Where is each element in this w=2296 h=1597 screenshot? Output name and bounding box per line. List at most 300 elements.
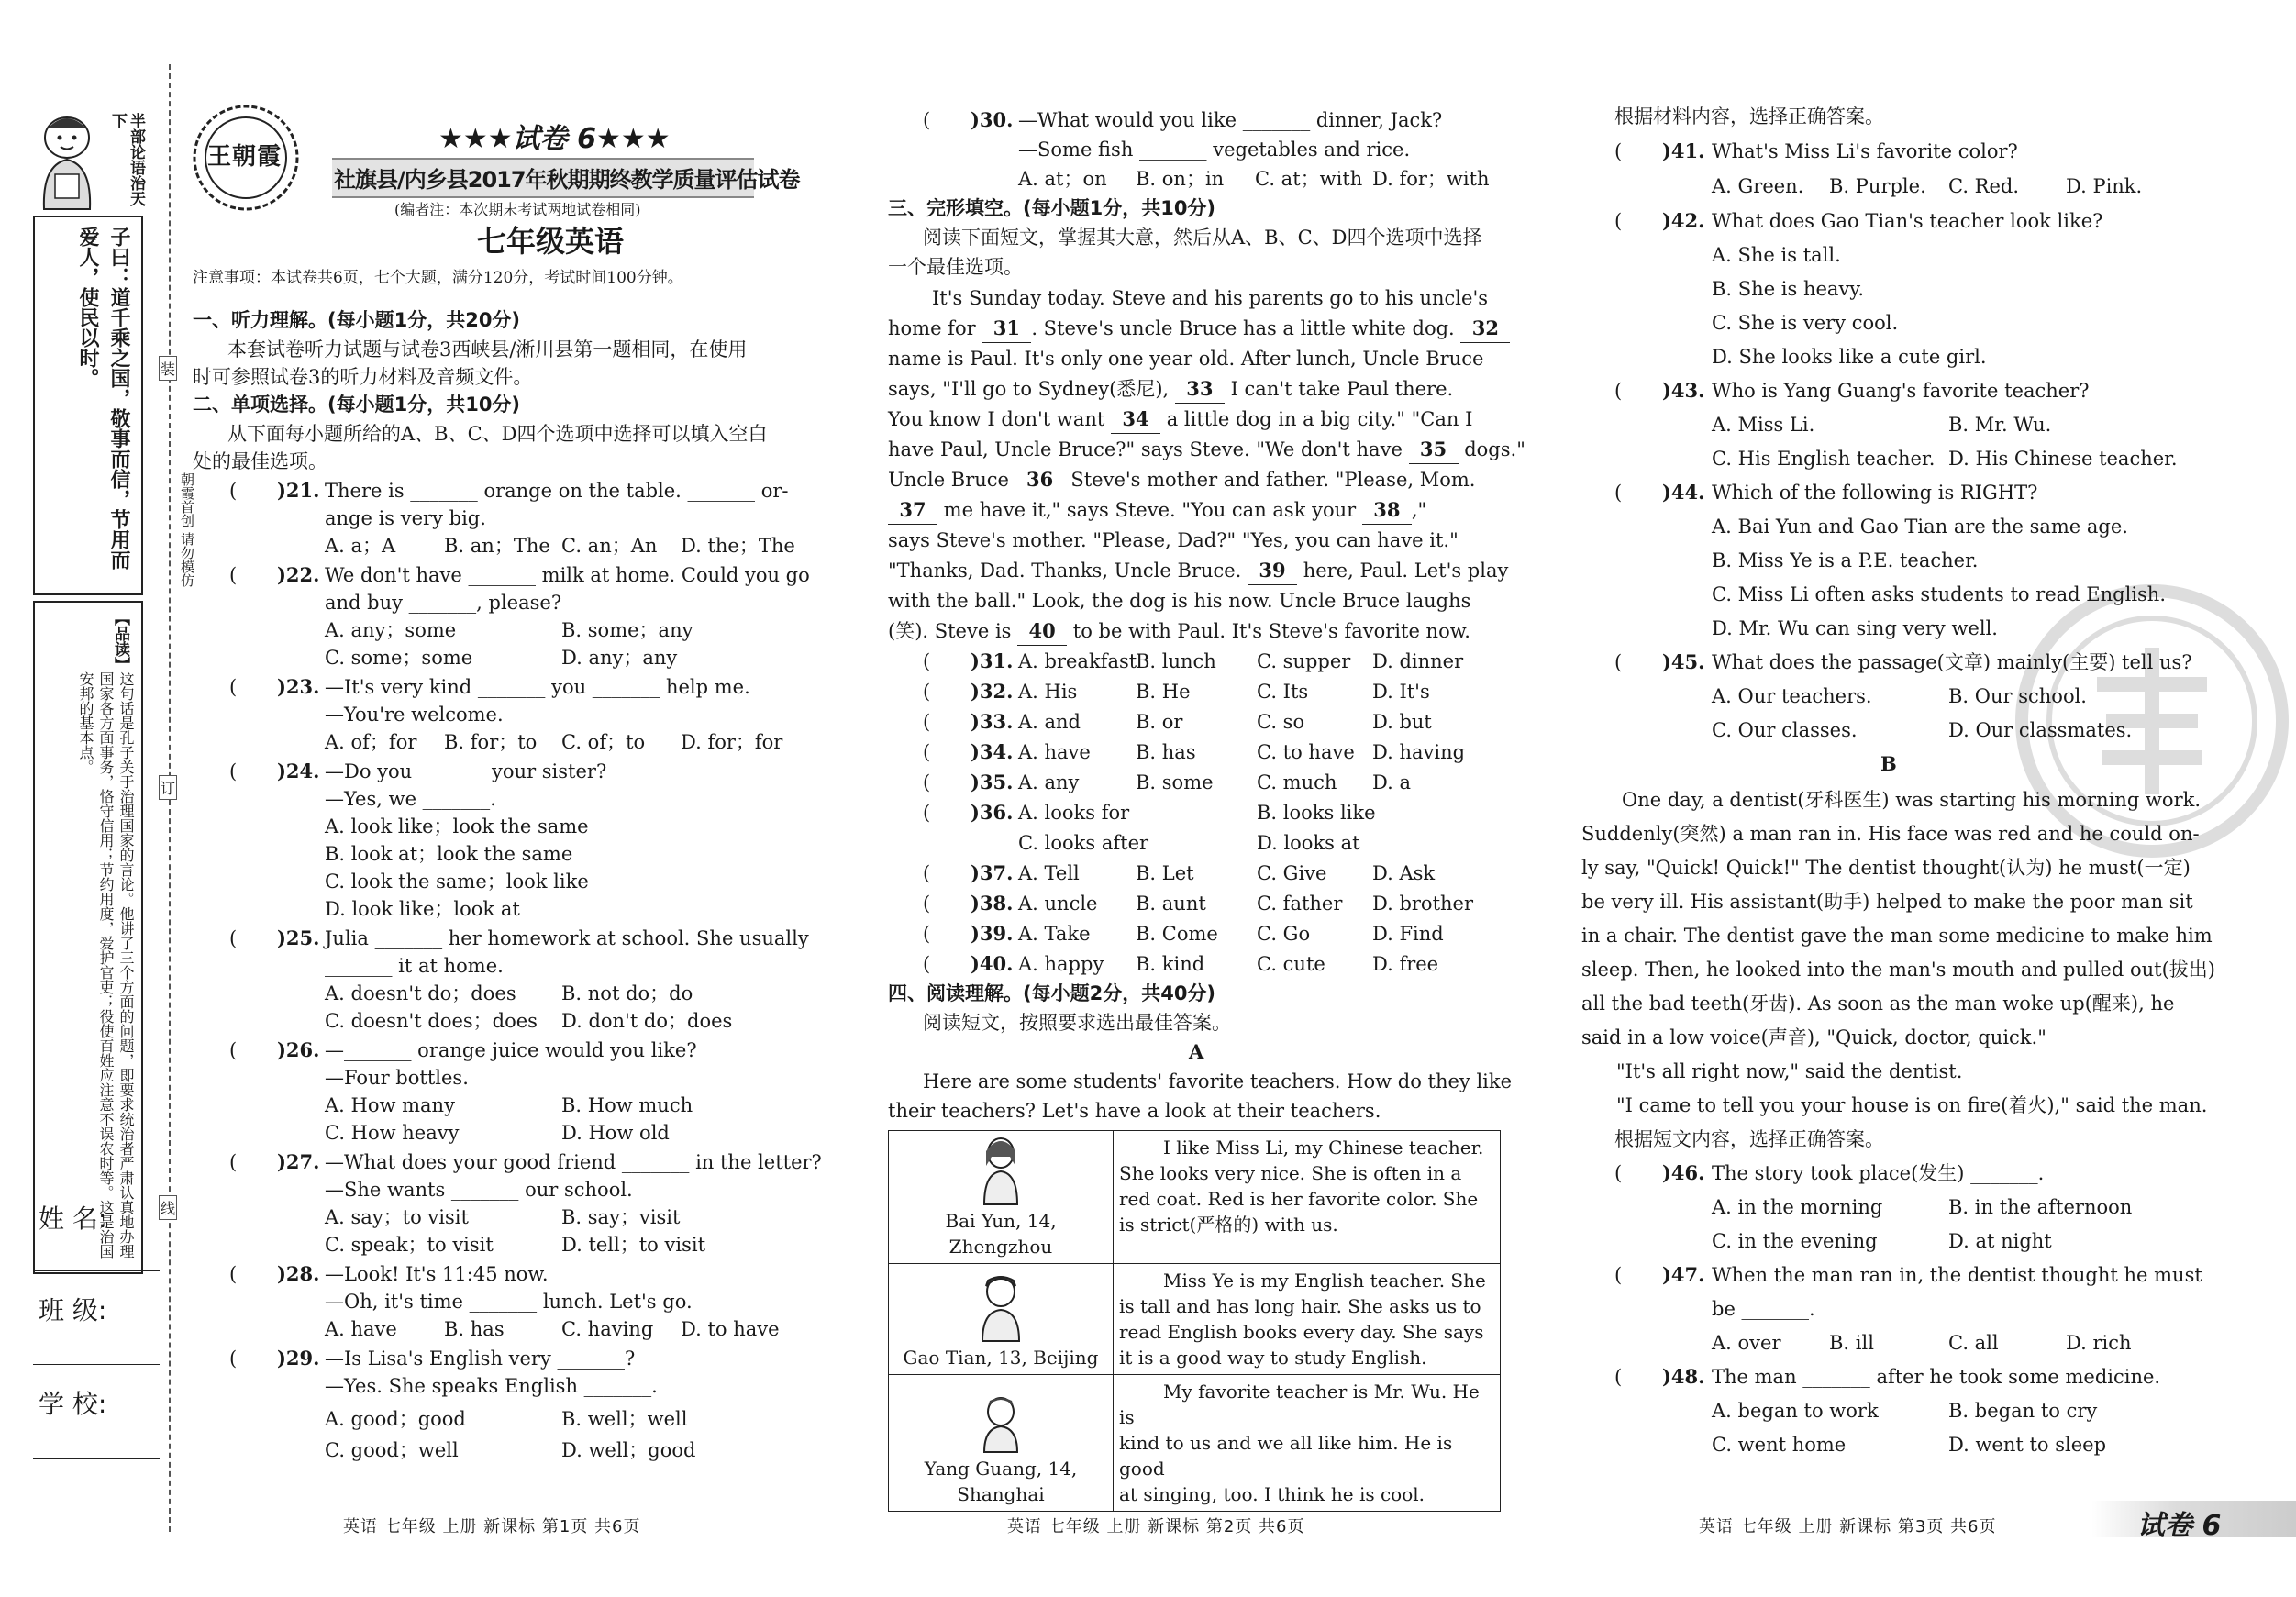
cloze-line: have Paul, Uncle Bruce?" says Steve. "We don't have 35 dogs." bbox=[888, 436, 1525, 464]
c34-option-b[interactable]: B. has bbox=[1136, 741, 1196, 763]
q47-option-d[interactable]: D. rich bbox=[2066, 1332, 2132, 1354]
pindu-text: 这句话是孔子关于治理国家的言论。他讲了三个方面的问题，即要求统治者严肃认真地办理国家各方面事务，恪守信用；节约用度，爱护官吏；役使百姓应注意不误农时等。这是治国安邦的基本点。 bbox=[77, 671, 135, 1259]
c37-option-b[interactable]: B. Let bbox=[1136, 862, 1194, 884]
q24-option-a[interactable]: A. look like；look the same bbox=[325, 815, 589, 837]
qnum-29: )29. bbox=[277, 1347, 320, 1370]
q44-option-d[interactable]: D. Mr. Wu can sing very well. bbox=[1712, 617, 1998, 639]
q47-line1: When the man ran in, the dentist thought he must bbox=[1712, 1264, 2202, 1286]
answer-paren: ( bbox=[923, 741, 931, 763]
sidebar bbox=[28, 105, 195, 1463]
qnum-32: )32. bbox=[971, 680, 1014, 703]
answer-paren: ( bbox=[1614, 380, 1623, 402]
q48-option-a[interactable]: A. began to work bbox=[1712, 1400, 1879, 1422]
answer-paren: ( bbox=[229, 676, 238, 698]
c31-option-d[interactable]: D. dinner bbox=[1372, 650, 1464, 672]
q24-option-b[interactable]: B. look at；look the same bbox=[325, 843, 573, 865]
q26-option-d[interactable]: D. How old bbox=[561, 1122, 670, 1144]
cloze-line: 37 me have it," says Steve. "You can ask your 38 ," bbox=[888, 496, 1426, 525]
answer-paren: ( bbox=[923, 923, 931, 945]
q46-option-d[interactable]: D. at night bbox=[1948, 1230, 2052, 1252]
student-name: Gao Tian, 13, Beijing bbox=[903, 1347, 1099, 1369]
student-cell bbox=[889, 1375, 1114, 1512]
table-row bbox=[889, 1264, 1501, 1375]
cloze-line: It's Sunday today. Steve and his parents go to his uncle's bbox=[932, 287, 1489, 309]
c40-option-a[interactable]: A. happy bbox=[1018, 953, 1104, 975]
c39-option-b[interactable]: B. Come bbox=[1136, 923, 1218, 945]
c35-option-c[interactable]: C. much bbox=[1257, 771, 1337, 793]
q22-option-b[interactable]: B. some；any bbox=[561, 619, 693, 641]
section1-line2: 时可参照试卷3的听力材料及音频文件。 bbox=[193, 366, 533, 388]
q48-option-c[interactable]: C. went home bbox=[1712, 1434, 1847, 1456]
q41-option-b[interactable]: B. Purple. bbox=[1829, 175, 1926, 197]
answer-paren: ( bbox=[1614, 210, 1623, 232]
c38-option-b[interactable]: B. aunt bbox=[1136, 893, 1206, 915]
answer-paren: ( bbox=[1614, 140, 1623, 162]
name-label: 姓 名: bbox=[39, 1203, 107, 1234]
q43-option-a[interactable]: A. Miss Li. bbox=[1712, 414, 1815, 436]
section2-title: 二、单项选择。(每小题1分，共10分) bbox=[193, 394, 521, 416]
q47-option-b[interactable]: B. ill bbox=[1829, 1332, 1874, 1354]
q41-text: What's Miss Li's favorite color? bbox=[1712, 140, 2018, 162]
cloze-blank-34[interactable]: 34 bbox=[1111, 405, 1160, 434]
student-cell bbox=[889, 1131, 1114, 1264]
scholar-cartoon-icon bbox=[31, 110, 103, 211]
desc-line: red coat. Red is her favorite color. She bbox=[1119, 1188, 1479, 1210]
qnum-38: )38. bbox=[971, 892, 1014, 915]
q42-text: What does Gao Tian's teacher look like? bbox=[1712, 210, 2103, 232]
cloze-blank-35[interactable]: 35 bbox=[1409, 436, 1459, 464]
passage-b-label: B bbox=[1880, 752, 1897, 775]
class-line[interactable] bbox=[33, 1364, 160, 1365]
q26-option-a[interactable]: A. How many bbox=[325, 1094, 455, 1116]
q23-line2: —You're welcome. bbox=[325, 704, 504, 726]
teacher-desc-cell bbox=[1114, 1375, 1501, 1512]
c37-option-d[interactable]: D. Ask bbox=[1372, 862, 1436, 884]
c35-option-b[interactable]: B. some bbox=[1136, 771, 1214, 793]
q43-text: Who is Yang Guang's favorite teacher? bbox=[1712, 380, 2090, 402]
quote-text: 子曰：道千乘之国，敬事而信，节用而爱人，使民以时。 bbox=[76, 227, 130, 570]
desc-line: kind to us and we all like him. He is good bbox=[1119, 1432, 1453, 1480]
qnum-45: )45. bbox=[1662, 650, 1705, 673]
teacher-desc-cell bbox=[1114, 1131, 1501, 1264]
subject-title: 七年级英语 bbox=[477, 224, 625, 259]
q23-option-d[interactable]: D. for；for bbox=[681, 731, 783, 753]
student-boy-icon bbox=[973, 1271, 1028, 1343]
school-line[interactable] bbox=[33, 1458, 160, 1459]
qnum-43: )43. bbox=[1662, 379, 1705, 402]
qnum-44: )44. bbox=[1662, 481, 1705, 504]
q29-option-d[interactable]: D. well；good bbox=[561, 1439, 696, 1461]
q28-line2: —Oh, it's time _______ lunch. Let's go. bbox=[325, 1291, 693, 1313]
q21-option-c[interactable]: C. an；An bbox=[561, 535, 658, 557]
answer-paren: ( bbox=[229, 760, 238, 782]
q25-option-b[interactable]: B. not do；do bbox=[561, 982, 693, 1004]
q30-option-b[interactable]: B. on；in bbox=[1136, 168, 1225, 190]
desc-line: read English books every day. She says bbox=[1119, 1321, 1484, 1343]
passage-b-line: sleep. Then, he looked into the man's mouth and pulled out(拔出) bbox=[1581, 959, 2215, 981]
c38-option-a[interactable]: A. uncle bbox=[1018, 893, 1098, 915]
pindu-label: 【品读】 bbox=[111, 610, 129, 672]
q42-option-a[interactable]: A. She is tall. bbox=[1712, 244, 1841, 266]
q42-option-b[interactable]: B. She is heavy. bbox=[1712, 278, 1865, 300]
qnum-41: )41. bbox=[1662, 139, 1705, 162]
cloze-line: Uncle Bruce 36 Steve's mother and father. "Please, Mom. bbox=[888, 466, 1475, 494]
qnum-37: )37. bbox=[971, 861, 1014, 884]
cloze-blank-37[interactable]: 37 bbox=[888, 496, 937, 525]
q28-option-b[interactable]: B. has bbox=[444, 1318, 505, 1340]
qnum-48: )48. bbox=[1662, 1365, 1705, 1388]
q43-option-b[interactable]: B. Mr. Wu. bbox=[1948, 414, 2052, 436]
table-row bbox=[889, 1375, 1501, 1512]
teacher-table bbox=[888, 1130, 1501, 1512]
answer-paren: ( bbox=[923, 802, 931, 824]
qnum-39: )39. bbox=[971, 922, 1014, 945]
q30-line2: —Some fish _______ vegetables and rice. bbox=[1018, 139, 1411, 161]
answer-paren: ( bbox=[229, 1347, 238, 1370]
q22-line1: We don't have _______ milk at home. Could you go bbox=[325, 564, 810, 586]
q27-option-c[interactable]: C. speak；to visit bbox=[325, 1234, 494, 1256]
q46-text: The story took place(发生) _______. bbox=[1712, 1162, 2045, 1184]
answer-paren: ( bbox=[1614, 1366, 1623, 1388]
c33-option-d[interactable]: D. but bbox=[1372, 711, 1432, 733]
q46-option-c[interactable]: C. in the evening bbox=[1712, 1230, 1878, 1252]
c31-option-c[interactable]: C. supper bbox=[1257, 650, 1351, 672]
q42-option-c[interactable]: C. She is very cool. bbox=[1712, 312, 1899, 334]
binding-mark-2: 订 bbox=[159, 775, 177, 800]
answer-paren: ( bbox=[923, 771, 931, 793]
q41-option-d[interactable]: D. Pink. bbox=[2066, 175, 2143, 197]
exam-notice: 注意事项：本试卷共6页，七个大题，满分120分，考试时间100分钟。 bbox=[193, 269, 683, 287]
cloze-blank-36[interactable]: 36 bbox=[1015, 466, 1065, 494]
passage-b-line: "I came to tell you your house is on fire(着火)," said the man. bbox=[1616, 1094, 2208, 1116]
q27-option-d[interactable]: D. tell；to visit bbox=[561, 1234, 706, 1256]
passage-b-line: One day, a dentist(牙科医生) was starting his morning work. bbox=[1622, 789, 2202, 811]
page2-footer: 英语 七年级 上册 新课标 第2页 共6页 bbox=[1007, 1517, 1305, 1536]
binding-mark-1: 装 bbox=[159, 356, 177, 381]
cloze-blank-40[interactable]: 40 bbox=[1017, 617, 1067, 646]
c32-option-b[interactable]: B. He bbox=[1136, 681, 1191, 703]
copyright-note: 朝霞首创 请勿模仿 bbox=[179, 472, 195, 587]
answer-paren: ( bbox=[1614, 482, 1623, 504]
q45-text: What does the passage(文章) mainly(主要) tell us? bbox=[1712, 651, 2192, 673]
binding-mark-3: 线 bbox=[159, 1195, 177, 1220]
qnum-25: )25. bbox=[277, 926, 320, 949]
cloze-blank-32[interactable]: 32 bbox=[1460, 315, 1510, 343]
passage-a-label: A bbox=[1189, 1040, 1204, 1063]
page3-intro2: 根据短文内容，选择正确答案。 bbox=[1614, 1128, 1884, 1150]
q23-line1: —It's very kind _______ you _______ help me. bbox=[325, 676, 750, 698]
q44-option-b[interactable]: B. Miss Ye is a P.E. teacher. bbox=[1712, 549, 1979, 571]
c33-option-a[interactable]: A. and bbox=[1018, 711, 1081, 733]
qnum-22: )22. bbox=[277, 563, 320, 586]
q25-option-a[interactable]: A. doesn't do；does bbox=[325, 982, 516, 1004]
c35-option-d[interactable]: D. a bbox=[1372, 771, 1411, 793]
q27-option-b[interactable]: B. say；visit bbox=[561, 1206, 681, 1228]
q25-line2: _______ it at home. bbox=[325, 955, 504, 977]
q48-option-b[interactable]: B. began to cry bbox=[1948, 1400, 2098, 1422]
q26-option-c[interactable]: C. How heavy bbox=[325, 1122, 460, 1144]
q27-option-a[interactable]: A. say；to visit bbox=[325, 1206, 469, 1228]
q21-line2: ange is very big. bbox=[325, 507, 486, 529]
q25-line1: Julia _______ her homework at school. She usually bbox=[325, 927, 809, 949]
q28-option-a[interactable]: A. have bbox=[325, 1318, 397, 1340]
c32-option-c[interactable]: C. Its bbox=[1257, 681, 1309, 703]
c31-option-b[interactable]: B. lunch bbox=[1136, 650, 1216, 672]
c37-option-c[interactable]: C. Give bbox=[1257, 862, 1327, 884]
q41-option-a[interactable]: A. Green. bbox=[1712, 175, 1804, 197]
quote-box bbox=[33, 216, 143, 595]
section4-line1: 阅读短文，按照要求选出最佳答案。 bbox=[923, 1012, 1231, 1034]
c37-option-a[interactable]: A. Tell bbox=[1018, 862, 1080, 884]
section2-line1: 从下面每小题所给的A、B、C、D四个选项中选择可以填入空白 bbox=[227, 423, 768, 445]
student-name: Bai Yun, 14, Zhengzhou bbox=[945, 1210, 1057, 1258]
qnum-27: )27. bbox=[277, 1150, 320, 1173]
cloze-line: "Thanks, Dad. Thanks, Uncle Bruce. 39 here, Paul. Let's play bbox=[888, 557, 1508, 585]
passage-a-intro-1: Here are some students' favorite teachers. How do they like bbox=[923, 1070, 1513, 1092]
q24-option-d[interactable]: D. look like；look at bbox=[325, 898, 520, 920]
c33-option-c[interactable]: C. so bbox=[1257, 711, 1305, 733]
qnum-35: )35. bbox=[971, 771, 1014, 793]
passage-b-line: all the bad teeth(牙齿). As soon as the man woke up(醒来), he bbox=[1581, 993, 2175, 1015]
q29-line1: —Is Lisa's English very _______? bbox=[325, 1347, 636, 1370]
qnum-21: )21. bbox=[277, 479, 320, 502]
passage-b-line: be very ill. His assistant(助手) helped to make the poor man sit bbox=[1581, 891, 2193, 913]
c33-option-b[interactable]: B. or bbox=[1136, 711, 1183, 733]
answer-paren: ( bbox=[923, 711, 931, 733]
q24-line1: —Do you _______ your sister? bbox=[325, 760, 607, 782]
c36-option-a[interactable]: A. looks for bbox=[1018, 802, 1130, 824]
cloze-line: says Steve's mother. "Please, Dad?" "Yes, you can have it." bbox=[888, 529, 1459, 551]
passage-b-line: in a chair. The dentist gave the man some medicine to make him bbox=[1581, 925, 2213, 947]
q28-option-c[interactable]: C. having bbox=[561, 1318, 654, 1340]
passage-a-intro-2: their teachers? Let's have a look at their teachers. bbox=[888, 1100, 1381, 1122]
section2-line2: 处的最佳选项。 bbox=[193, 450, 327, 472]
c39-option-c[interactable]: C. Go bbox=[1257, 923, 1311, 945]
q28-option-d[interactable]: D. to have bbox=[681, 1318, 780, 1340]
q43-option-c[interactable]: C. His English teacher. bbox=[1712, 448, 1936, 470]
c40-option-d[interactable]: D. free bbox=[1372, 953, 1439, 975]
exam-title: 社旗县/内乡县2017年秋期期终教学质量评估试卷 bbox=[334, 167, 800, 193]
cloze-line: You know I don't want 34 a little dog in a big city." "Can I bbox=[888, 405, 1472, 434]
qnum-30: )30. bbox=[971, 108, 1014, 131]
q45-option-b[interactable]: B. Our school. bbox=[1948, 685, 2087, 707]
q25-option-d[interactable]: D. don't do；does bbox=[561, 1010, 733, 1032]
answer-paren: ( bbox=[1614, 1162, 1623, 1184]
q30-line1: —What would you like _______ dinner, Jack? bbox=[1018, 109, 1443, 131]
name-line[interactable] bbox=[33, 1270, 160, 1271]
desc-line: She looks very nice. She is often in a bbox=[1119, 1162, 1462, 1184]
qnum-24: )24. bbox=[277, 760, 320, 782]
q44-option-a[interactable]: A. Bai Yun and Gao Tian are the same age. bbox=[1712, 516, 2128, 538]
answer-paren: ( bbox=[923, 862, 931, 884]
c32-option-d[interactable]: D. It's bbox=[1372, 681, 1430, 703]
q29-option-a[interactable]: A. good；good bbox=[325, 1408, 466, 1430]
q21-option-a[interactable]: A. a；A bbox=[325, 535, 396, 557]
answer-paren: ( bbox=[923, 650, 931, 672]
student-boy-icon bbox=[975, 1393, 1026, 1454]
passage-b-line: said in a low voice(声音), "Quick, doctor, quick." bbox=[1581, 1026, 2046, 1048]
desc-line: is tall and has long hair. She asks us to bbox=[1119, 1295, 1481, 1317]
desc-line: is strict(严格的) with us. bbox=[1119, 1214, 1338, 1236]
q45-option-d[interactable]: D. Our classmates. bbox=[1948, 719, 2133, 741]
editor-note: (编者注：本次期末考试两地试卷相同) bbox=[394, 201, 641, 218]
paper-number: ★★★试卷 6★★★ bbox=[438, 123, 671, 155]
passage-b-line: ly say, "Quick! Quick!" The dentist thought(认为) he must(一定) bbox=[1581, 857, 2191, 879]
c36-option-c[interactable]: C. looks after bbox=[1018, 832, 1149, 854]
q22-line2: and buy _______, please? bbox=[325, 592, 562, 614]
c34-option-c[interactable]: C. to have bbox=[1257, 741, 1355, 763]
cloze-line: says, "I'll go to Sydney(悉尼), 33 I can't take Paul there. bbox=[888, 375, 1453, 404]
answer-paren: ( bbox=[229, 480, 238, 502]
cloze-line: home for 31 . Steve's uncle Bruce has a little white dog. 32 bbox=[888, 315, 1510, 343]
q24-option-c[interactable]: C. look the same；look like bbox=[325, 871, 589, 893]
answer-paren: ( bbox=[229, 1039, 238, 1061]
c40-option-c[interactable]: C. cute bbox=[1257, 953, 1325, 975]
section1-title: 一、听力理解。(每小题1分，共20分) bbox=[193, 309, 521, 331]
q26-option-b[interactable]: B. How much bbox=[561, 1094, 693, 1116]
q26-line2: —Four bottles. bbox=[325, 1067, 469, 1089]
q30-option-c[interactable]: C. at；with bbox=[1255, 168, 1363, 190]
c34-option-d[interactable]: D. having bbox=[1372, 741, 1466, 763]
q42-option-d[interactable]: D. She looks like a cute girl. bbox=[1712, 346, 1987, 368]
c34-option-a[interactable]: A. have bbox=[1018, 741, 1091, 763]
table-row bbox=[889, 1131, 1501, 1264]
q27-line1: —What does your good friend _______ in the letter? bbox=[325, 1151, 822, 1173]
q30-option-d[interactable]: D. for；with bbox=[1372, 168, 1490, 190]
q27-line2: —She wants _______ our school. bbox=[325, 1179, 633, 1201]
student-name: Yang Guang, 14, Shanghai bbox=[924, 1458, 1078, 1505]
c31-option-a[interactable]: A. breakfast bbox=[1018, 650, 1137, 672]
qnum-47: )47. bbox=[1662, 1263, 1705, 1286]
page1-footer: 英语 七年级 上册 新课标 第1页 共6页 bbox=[343, 1517, 641, 1536]
passage-b-line: "It's all right now," said the dentist. bbox=[1616, 1060, 1963, 1082]
c36-option-d[interactable]: D. looks at bbox=[1257, 832, 1360, 854]
q44-option-c[interactable]: C. Miss Li often asks students to read English. bbox=[1712, 583, 2167, 605]
qnum-26: )26. bbox=[277, 1038, 320, 1061]
q22-option-c[interactable]: C. some；some bbox=[325, 647, 473, 669]
section3-title: 三、完形填空。(每小题1分，共10分) bbox=[888, 197, 1216, 219]
desc-line: Miss Ye is my English teacher. She bbox=[1163, 1270, 1486, 1292]
cloze-line: with the ball." Look, the dog is his now. Uncle Bruce laughs bbox=[888, 590, 1471, 612]
q41-option-c[interactable]: C. Red. bbox=[1948, 175, 2020, 197]
q24-line2: —Yes, we _______. bbox=[325, 788, 496, 810]
answer-paren: ( bbox=[923, 681, 931, 703]
q44-text: Which of the following is RIGHT? bbox=[1712, 482, 2038, 504]
page3-footer: 英语 七年级 上册 新课标 第3页 共6页 bbox=[1699, 1517, 1997, 1536]
pindu-box bbox=[33, 601, 143, 1274]
cloze-blank-31[interactable]: 31 bbox=[982, 315, 1031, 343]
c38-option-c[interactable]: C. father bbox=[1257, 893, 1343, 915]
q26-line1: —_______ orange juice would you like? bbox=[325, 1039, 697, 1061]
passage-b-line: Suddenly(突然) a man ran in. His face was red and he could on- bbox=[1581, 823, 2200, 845]
qnum-28: )28. bbox=[277, 1262, 320, 1285]
q22-option-d[interactable]: D. any；any bbox=[561, 647, 678, 669]
q43-option-d[interactable]: D. His Chinese teacher. bbox=[1948, 448, 2178, 470]
q47-option-a[interactable]: A. over bbox=[1712, 1332, 1781, 1354]
page3-intro: 根据材料内容，选择正确答案。 bbox=[1614, 105, 1884, 128]
q23-option-c[interactable]: C. of；to bbox=[561, 731, 646, 753]
answer-paren: ( bbox=[1614, 1264, 1623, 1286]
answer-paren: ( bbox=[923, 109, 931, 131]
answer-paren: ( bbox=[229, 927, 238, 949]
c38-option-d[interactable]: D. brother bbox=[1372, 893, 1473, 915]
brand-logo-text: 王朝霞 bbox=[207, 143, 283, 171]
sidebar-series: 半部论语治天下 bbox=[108, 113, 145, 206]
q47-option-c[interactable]: C. all bbox=[1948, 1332, 1999, 1354]
q25-option-c[interactable]: C. doesn't does；does bbox=[325, 1010, 538, 1032]
q22-option-a[interactable]: A. any；some bbox=[325, 619, 457, 641]
answer-paren: ( bbox=[923, 953, 931, 975]
answer-paren: ( bbox=[923, 893, 931, 915]
q30-option-a[interactable]: A. at；on bbox=[1018, 168, 1107, 190]
desc-line: it is a good way to study English. bbox=[1119, 1347, 1427, 1369]
q46-option-b[interactable]: B. in the afternoon bbox=[1948, 1196, 2133, 1218]
q29-line2: —Yes. She speaks English _______. bbox=[325, 1375, 658, 1397]
q21-line1: There is _______ orange on the table. _______ or- bbox=[325, 480, 789, 502]
answer-paren: ( bbox=[229, 1263, 238, 1285]
c36-option-b[interactable]: B. looks like bbox=[1257, 802, 1376, 824]
q21-option-d[interactable]: D. the；The bbox=[681, 535, 795, 557]
desc-line: at singing, too. I think he is cool. bbox=[1119, 1483, 1425, 1505]
answer-paren: ( bbox=[229, 1151, 238, 1173]
qnum-34: )34. bbox=[971, 740, 1014, 763]
q21-option-b[interactable]: B. an；The bbox=[444, 535, 550, 557]
desc-line: I like Miss Li, my Chinese teacher. bbox=[1163, 1137, 1484, 1159]
qnum-42: )42. bbox=[1662, 209, 1705, 232]
q23-option-a[interactable]: A. of；for bbox=[325, 731, 417, 753]
q28-line1: —Look! It's 11:45 now. bbox=[325, 1263, 549, 1285]
cloze-blank-39[interactable]: 39 bbox=[1248, 557, 1297, 585]
q45-option-c[interactable]: C. Our classes. bbox=[1712, 719, 1858, 741]
qnum-23: )23. bbox=[277, 675, 320, 698]
qnum-40: )40. bbox=[971, 952, 1014, 975]
school-label: 学 校: bbox=[39, 1389, 107, 1419]
teacher-desc-cell bbox=[1114, 1264, 1501, 1375]
cloze-blank-38[interactable]: 38 bbox=[1362, 496, 1412, 525]
section1-line1: 本套试卷听力试题与试卷3西峡县/淅川县第一题相同，在使用 bbox=[227, 338, 748, 360]
class-label: 班 级: bbox=[39, 1295, 107, 1325]
q45-option-a[interactable]: A. Our teachers. bbox=[1712, 685, 1872, 707]
q29-option-c[interactable]: C. good；well bbox=[325, 1439, 459, 1461]
section3-line1: 阅读下面短文，掌握其大意，然后从A、B、C、D四个选项中选择 bbox=[923, 227, 1482, 249]
cloze-blank-33[interactable]: 33 bbox=[1175, 375, 1225, 404]
qnum-31: )31. bbox=[971, 649, 1014, 672]
q23-option-b[interactable]: B. for；to bbox=[444, 731, 538, 753]
paper-tag: 试卷 6 bbox=[2137, 1510, 2222, 1542]
q48-text: The man _______ after he took some medicine. bbox=[1712, 1366, 2161, 1388]
c40-option-b[interactable]: B. kind bbox=[1136, 953, 1205, 975]
qnum-46: )46. bbox=[1662, 1161, 1705, 1184]
c35-option-a[interactable]: A. any bbox=[1018, 771, 1080, 793]
desc-line: My favorite teacher is Mr. Wu. He is bbox=[1119, 1381, 1480, 1428]
c39-option-a[interactable]: A. Take bbox=[1018, 923, 1091, 945]
q47-line2: be _______. bbox=[1712, 1298, 1815, 1320]
c39-option-d[interactable]: D. Find bbox=[1372, 923, 1444, 945]
section3-line2: 一个最佳选项。 bbox=[888, 256, 1023, 278]
q48-option-d[interactable]: D. went to sleep bbox=[1948, 1434, 2107, 1456]
cloze-line: (笑). Steve is 40 to be with Paul. It's Steve's favorite now. bbox=[888, 617, 1470, 646]
q29-option-b[interactable]: B. well；well bbox=[561, 1408, 688, 1430]
answer-paren: ( bbox=[1614, 651, 1623, 673]
student-girl-icon bbox=[973, 1135, 1028, 1206]
c32-option-a[interactable]: A. His bbox=[1018, 681, 1078, 703]
qnum-33: )33. bbox=[971, 710, 1014, 733]
cloze-line: name is Paul. It's only one year old. After lunch, Uncle Bruce bbox=[888, 348, 1484, 370]
q46-option-a[interactable]: A. in the morning bbox=[1712, 1196, 1883, 1218]
section4-title: 四、阅读理解。(每小题2分，共40分) bbox=[888, 982, 1216, 1004]
qnum-36: )36. bbox=[971, 801, 1014, 824]
student-cell bbox=[889, 1264, 1114, 1375]
